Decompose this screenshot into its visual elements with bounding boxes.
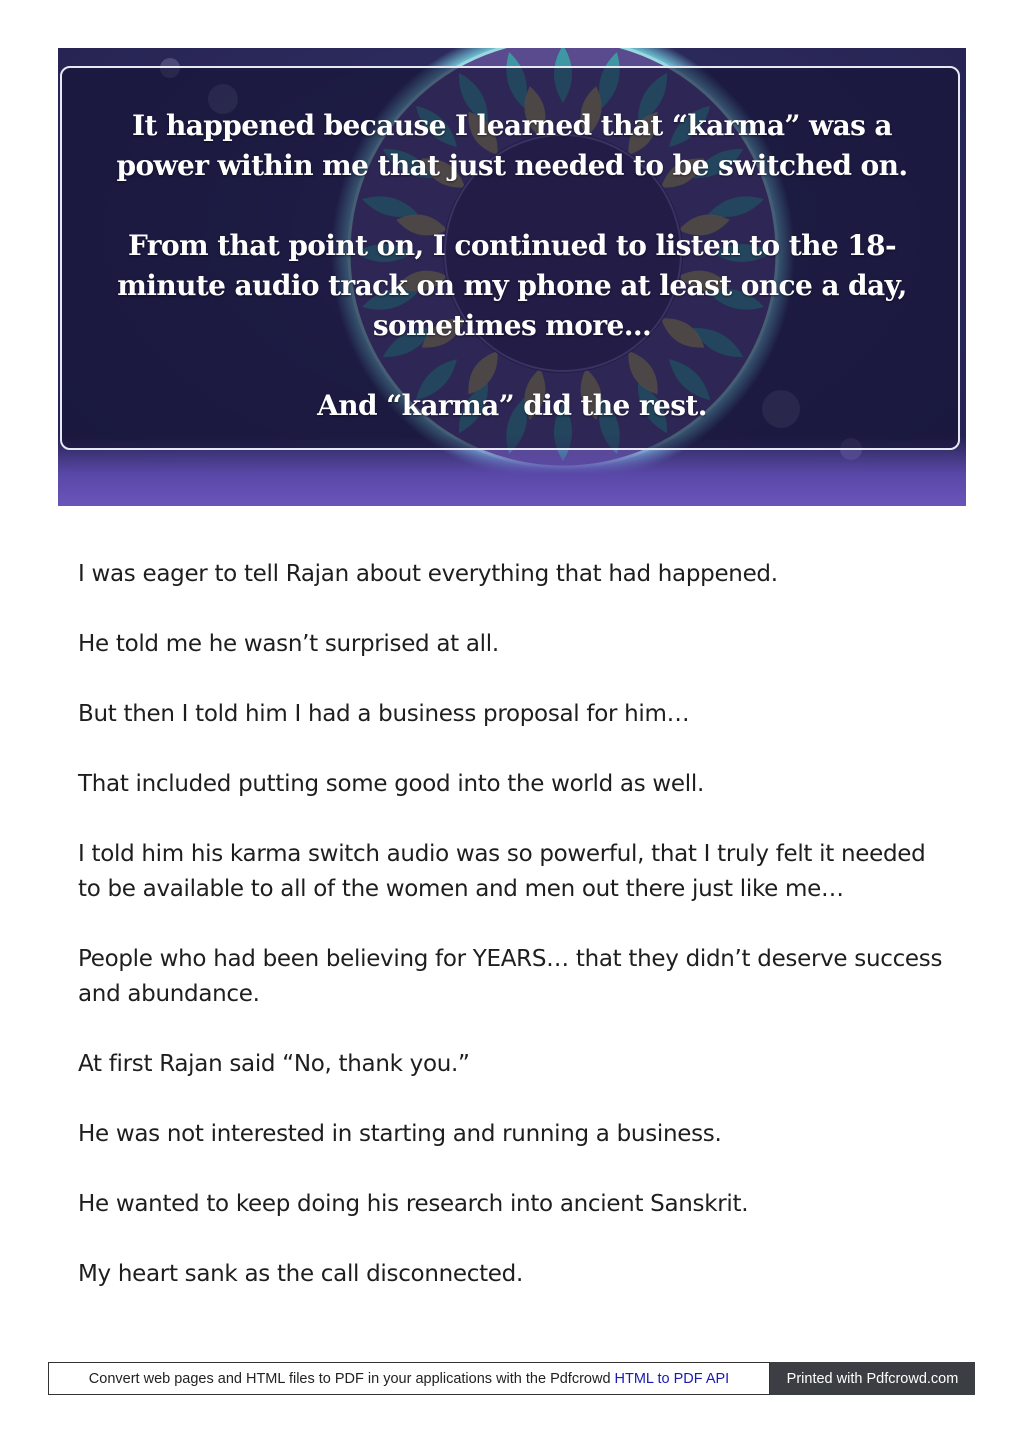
quote-paragraph: And “karma” did the rest.	[317, 389, 707, 422]
quote-text	[102, 106, 922, 426]
hero-banner	[58, 48, 966, 506]
story-text	[78, 557, 948, 1327]
quote-paragraph: It happened because I learned that “karma” was a power within me that just needed to be switched on.	[116, 109, 908, 182]
html-to-pdf-api-link[interactable]: HTML to PDF API	[614, 1370, 730, 1387]
body-paragraph: He told me he wasn’t surprised at all.	[78, 631, 499, 657]
footer-convert-text: Convert web pages and HTML files to PDF in your applications with the Pdfcrowd	[88, 1370, 611, 1387]
body-paragraph: I told him his karma switch audio was so powerful, that I truly felt it needed to be available to all of the women and men out there just like me…	[78, 841, 926, 902]
pdfcrowd-footer	[48, 1362, 975, 1395]
body-paragraph: People who had been believing for YEARS… that they didn’t deserve success and abundance.	[78, 946, 943, 1007]
body-paragraph: At first Rajan said “No, thank you.”	[78, 1051, 470, 1077]
printed-with-badge[interactable]: Printed with Pdfcrowd.com	[770, 1362, 975, 1395]
body-paragraph: But then I told him I had a business proposal for him…	[78, 701, 690, 727]
body-paragraph: I was eager to tell Rajan about everything that had happened.	[78, 561, 778, 587]
body-paragraph: That included putting some good into the world as well.	[78, 771, 704, 797]
quote-card	[60, 66, 960, 450]
body-paragraph: He wanted to keep doing his research into ancient Sanskrit.	[78, 1191, 749, 1217]
body-paragraph: My heart sank as the call disconnected.	[78, 1261, 523, 1287]
quote-paragraph: From that point on, I continued to listen to the 18-minute audio track on my phone at least once a day, sometimes more…	[117, 229, 907, 342]
body-paragraph: He was not interested in starting and running a business.	[78, 1121, 722, 1147]
footer-convert-notice	[48, 1362, 770, 1395]
